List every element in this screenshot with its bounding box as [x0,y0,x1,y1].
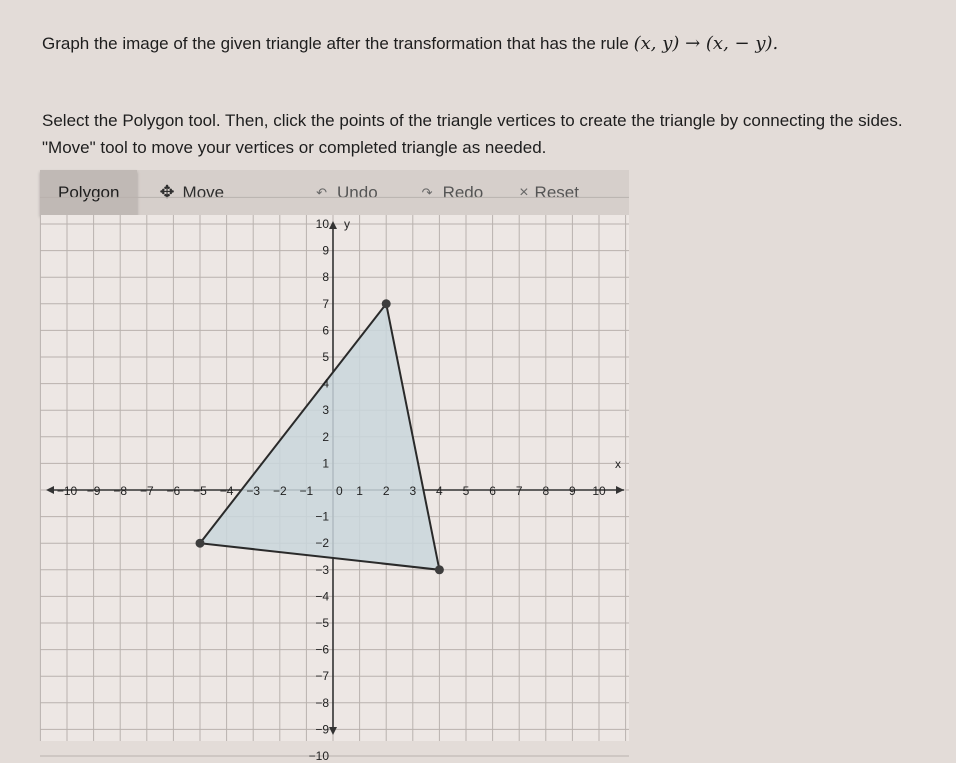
y-tick-label: −10 [308,749,329,763]
triangle-vertex-point[interactable] [382,299,391,308]
instruction-line-1 [42,33,778,54]
x-tick-label: −2 [272,484,287,498]
y-tick-label: 3 [322,403,329,418]
x-tick-label: −1 [299,484,314,498]
move-tool-button[interactable] [159,182,224,203]
y-tick-label: −4 [315,589,329,604]
y-tick-label: −9 [315,722,329,737]
reset-button[interactable] [519,183,579,203]
y-tick-label: 6 [322,323,329,338]
y-tick-label: −7 [315,669,329,684]
coordinate-graph[interactable] [40,215,629,763]
y-tick-label: −2 [315,536,329,551]
y-tick-label: 4 [322,376,329,391]
y-tick-label: 2 [322,429,329,444]
transformation-rule: (x, y) → (x, − y). [633,33,779,54]
y-tick-label: 9 [322,243,329,258]
undo-label: Undo [337,182,378,202]
y-axis-label: y [344,217,350,231]
x-tick-label: −3 [246,484,261,498]
x-tick-label: −10 [56,484,78,498]
undo-arrow-icon: ↶ [316,184,328,200]
x-tick-label: 4 [436,484,443,498]
instruction-line-3: "Move" tool to move your vertices or completed triangle as needed. [42,138,547,157]
x-tick-label: 5 [462,484,470,498]
origin-label: 0 [336,484,343,498]
x-tick-label: 2 [382,484,390,498]
instruction-line-2: Select the Polygon tool. Then, click the points of the triangle vertices to create the triangle by connecting the sides. [42,111,903,130]
y-tick-label: 1 [322,456,329,471]
triangle-vertex-point[interactable] [435,565,444,574]
move-tool-label: Move [182,182,225,202]
move-arrows-icon: ✥ [159,182,175,202]
x-axis-arrow-right [616,486,624,494]
y-tick-label: −1 [315,509,329,524]
x-tick-label: 9 [569,484,576,498]
polygon-tool-button[interactable] [40,170,137,215]
y-axis-arrow-up [329,221,337,229]
x-tick-label: 7 [515,484,523,498]
reset-label: Reset [534,182,579,202]
x-tick-label: 10 [592,484,606,498]
x-tick-label: −7 [139,484,154,498]
x-tick-label: 6 [489,484,496,498]
polygon-tool-label: Polygon [58,182,120,202]
triangle-vertex-point[interactable] [196,539,205,548]
x-tick-label: −5 [193,484,207,498]
x-tick-label: 8 [542,484,550,498]
y-tick-label: −6 [315,642,329,657]
y-tick-label: 7 [322,296,329,311]
x-tick-label: −9 [86,484,101,498]
undo-button[interactable] [316,183,378,203]
x-tick-label: 1 [356,484,363,498]
graph-toolbar [40,170,629,215]
redo-arrow-icon: ↷ [421,184,433,200]
redo-button[interactable] [422,183,484,203]
redo-label: Redo [442,182,484,202]
x-axis-arrow-left [46,486,54,494]
x-axis-label: x [615,457,621,471]
close-x-icon: × [519,183,529,201]
x-tick-label: −6 [166,484,181,498]
graph-canvas[interactable] [40,215,629,763]
y-tick-label: 5 [322,350,329,364]
y-tick-label: −5 [315,616,329,630]
y-tick-label: −3 [315,562,329,577]
y-tick-label: 8 [322,270,329,285]
y-tick-label: −8 [315,695,329,710]
instruction-text: Graph the image of the given triangle after the transformation that has the rule [42,34,634,53]
y-axis-arrow-down [329,727,337,735]
x-tick-label: −4 [219,484,234,498]
y-tick-label: 10 [315,217,329,231]
x-tick-label: −8 [113,484,128,498]
x-tick-label: 3 [409,484,417,498]
